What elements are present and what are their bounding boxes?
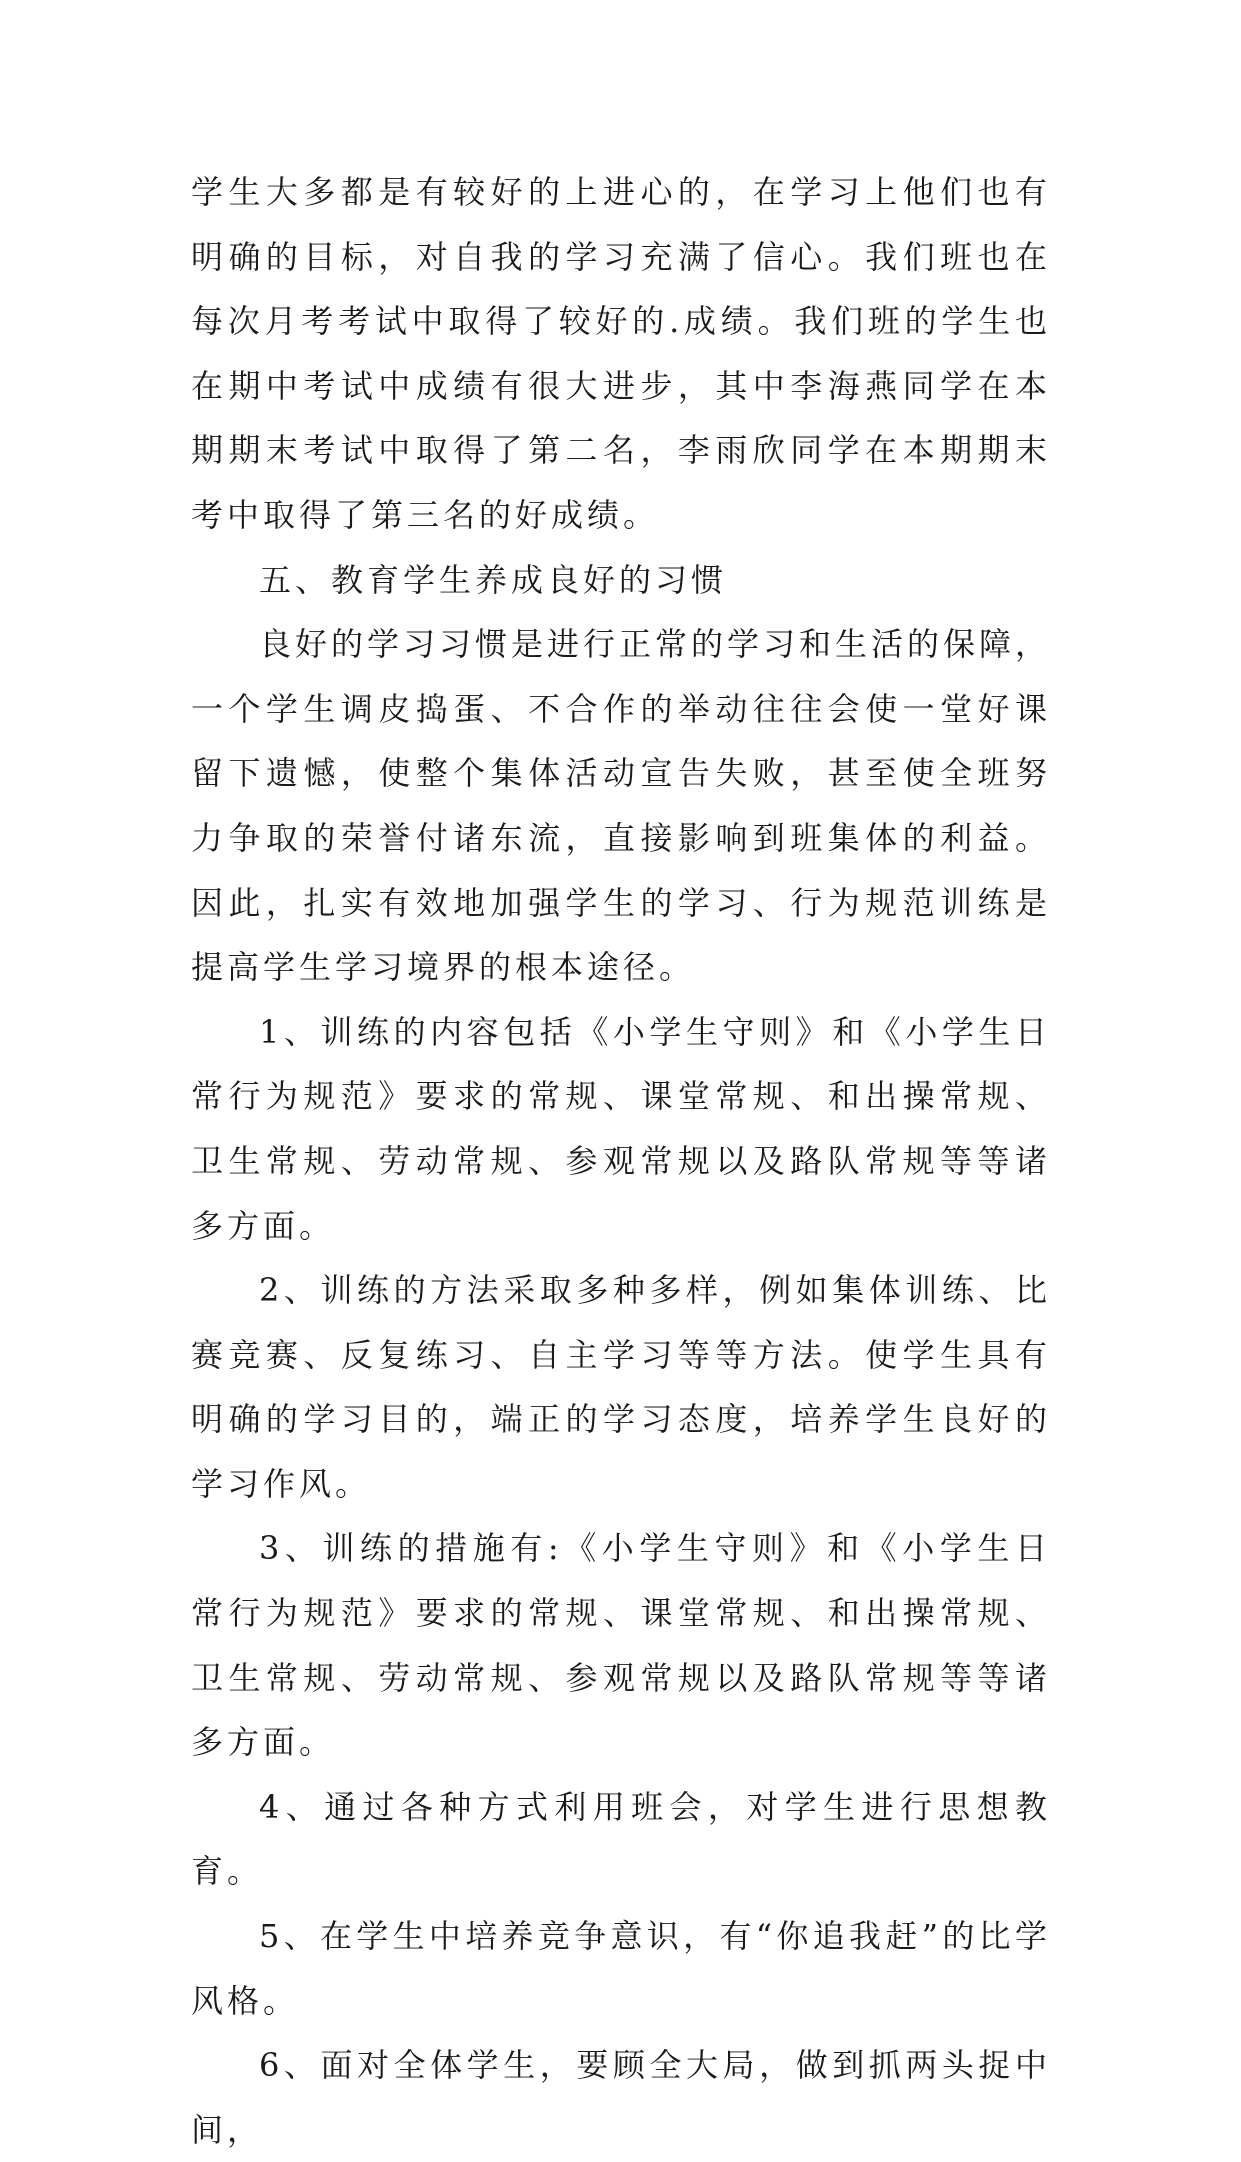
list-item-3: 3、训练的措施有:《小学生守则》和《小学生日常行为规范》要求的常规、课堂常规、和出操常规、卫生常规、劳动常规、参观常规以及路队常规等等诸多方面。 [191, 1529, 1051, 1762]
list-item-1: 1、训练的内容包括《小学生守则》和《小学生日常行为规范》要求的常规、课堂常规、和出操常规、卫生常规、劳动常规、参观常规以及路队常规等等诸多方面。 [191, 1012, 1051, 1245]
section-heading: 五、教育学生养成良好的习惯 [259, 560, 728, 599]
list-item-2: 2、训练的方法采取多种多样，例如集体训练、比赛竞赛、反复练习、自主学习等等方法。使学生具有明确的学习目的，端正的学习态度，培养学生良好的学习作风。 [191, 1271, 1051, 1503]
list-item-6: 6、面对全体学生，要顾全大局，做到抓两头捉中间， [191, 2046, 1051, 2149]
document-body [191, 160, 1051, 2162]
paragraph-habits: 良好的学习习惯是进行正常的学习和生活的保障，一个学生调皮捣蛋、不合作的举动往往会使一堂好课留下遗憾，使整个集体活动宣告失败，甚至使全班努力争取的荣誉付诸东流，直接影响到班集体的利益。因此，扎实有效地加强学生的学习、行为规范训练是提高学生学习境界的根本途径。 [191, 625, 1052, 987]
list-item-5: 5、在学生中培养竞争意识，有“你追我赶”的比学风格。 [191, 1917, 1051, 2020]
list-item-4: 4、通过各种方式利用班会，对学生进行思想教育。 [191, 1787, 1051, 1891]
paragraph-continuation: 学生大多都是有较好的上进心的，在学习上他们也有明确的目标，对自我的学习充满了信心。我们班也在每次月考考试中取得了较好的.成绩。我们班的学生也在期中考试中成绩有很大进步，其中李海燕同学在本期期末考试中取得了第二名，李雨欣同学在本期期末考中取得了第三名的好成绩。 [191, 173, 1051, 534]
